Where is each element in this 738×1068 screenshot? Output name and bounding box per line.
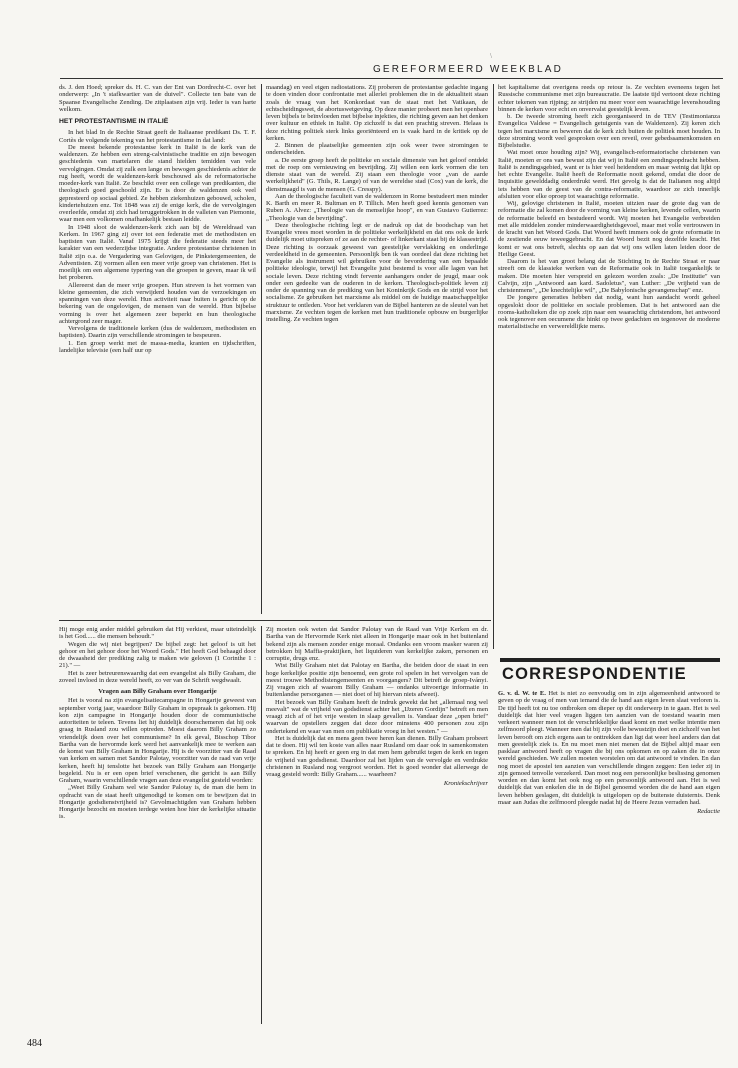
article-heading: HET PROTESTANTISME IN ITALIË bbox=[59, 118, 169, 125]
answer-text: Het is niet zo eenvoudig om in zijn algemeenheid antwoord te geven op de vraag of men van iemand die de hand aan eigen leven slaat verloren is. De tijd heeft tot nu toe ontbroken om dieper op dit onderwerp in te gaan. Het is wel duidelijk dat hier veel vragen liggen ten aanzien van de toestand waarin men verkeert wanneer men tot de verschrikkelijke daad komt en met welke intentie men zelfmoord pleegt. Wanneer men dat bij zijn volle bewustzijn doet en zichzelf van het leven berooft om zich ergens aan te onttrekken dan ligt dat weer heel anders dan dat men geestelijk ziek is. En nu moet men niet menen dat de Bijbel altijd maar een pasklaar antwoord heeft op vragen die bij ons opkomen en op zaken die in onze wereld geschieden. We zullen moeten worstelen om dat antwoord te vinden. En dan nog moet de apostel ten aanzien van verschillende dingen zeggen: Een ieder zij in zijn gemoed tenvolle verzekerd. Dan moet nog een persoonlijke beslissing genomen worden en dan komt het ook nog op een persoonlijk antwoord aan. Het is wel duidelijk dat van enkelen die in de Bijbel genoemd worden die de hand aan eigen leven hebben geslagen, dit duidelijk is uitgelopen op de buitenste duisternis. Denk maar aan Judas die zelfmoord pleegde nadat hij de Heere Jezus verraden had. bbox=[498, 690, 720, 806]
lower-column-2 bbox=[266, 626, 488, 1026]
paragraph: maandag) en veel eigen radiostations. Zij proberen de protestantse gedachte ingang te doen vinden door confrontatie met allerlei problemen die in de aktualiteit staan zoals de vraag van het Konkordaat van de staat met het Vatikaan, de echtscheidingswet, de abortuswetgeving. Op deze manier probeert men het openbare leven bijbels te beïnvloeden met bijbelse injekties, die richting geven aan het denken over kultuur en ethiek in Italië. Op zichzelf is dat een prachtig streven. Helaas is deze richting politiek sterk links georiënteerd en is vaak hard in de kritiek op de kerken. bbox=[266, 84, 488, 142]
paragraph: 2. Binnen de plaatselijke gemeenten zijn ook weer twee stromingen te onderscheiden. bbox=[266, 142, 488, 157]
paragraph: Zij moeten ook weten dat Sandor Palotay van de Raad van Vrije Kerken en dr. Bartha van de Hervormde Kerk niet alleen in Hongarije maar ook in het buitenland bekend zijn als mensen zonder enige moraal. Ondanks een vroom masker waren zij betrokken bij Maffia-praktijken, het liquideren van kerkelijke zaken, personen en corruptie, drugs enz. bbox=[266, 626, 488, 662]
correspondent-initials: G. v. d. W. te E. bbox=[498, 690, 546, 697]
upper-column-3 bbox=[498, 84, 720, 652]
paragraph: Het is zeer betreurenswaardig dat een evangelist als Billy Graham, die zoveel invloed in deze wereld heeft, zo ver van de Schrift wegdwaalt. bbox=[59, 669, 256, 684]
paragraph: Het is vooral na zijn evangelisatiecampagne in Hongarije geweest van september vorig jaar, waardoor Billy Graham in opspraak is gekomen. Hij kon zijn campagne in Hongarije houden door de communistische autoriteiten te teleen. Tevens liet hij duidelijk doorschemeren dat hij ook graag in Rusland zou willen optreden. Moest daarom Billy Graham zo vriendelijk doen over het communisme? In elk geval, Bisschop Tibor Bartha van de hervormde kerk werd het aanvankelijk mee te werken aan de komst van Billy Graham in Hongarije. Hij is de voorzitter van de Raad van kerken en samen met Sandor Palotay, voorzitter van de raad van vrije kerken, heeft hij tenslotte het bezoek van Billy Graham aan Hongarije begeleid. Nu is er een open brief verschenen, die gericht is aan Billy Graham, waarin verschillende vragen aan deze evangelist gesteld worden: bbox=[59, 697, 256, 784]
paragraph: Aan de theologische faculteit van de waldenzen in Rome bestudeert men minder K. Barth en meer R. Bultman en P. Tillich. Men heeft goed kennis genomen van Ruben A. Alvez: „Theologie van de menselijke hoop", en van Gustavo Gutierrez: „Theologie van de bevrijding". bbox=[266, 192, 488, 222]
paragraph: De jongere generaties hebben dat nodig, want hun aandacht wordt geheel opgeslokt door de politieke en sociale problemen. Dat is het antwoord aan die rooms-katholieken die op zoek zijn naar een waarachtig christendom, het antwoord ook tegenover een oecumene die hinkt op twee gedachten en tegenover de moderne materialistische en verwereldlijkte mens. bbox=[498, 294, 720, 331]
event-announcement: ds. J. den Hoed; spreker ds. H. C. van der Ent van Dordrecht-C. over het onderwerp: „In 't stafkwartier van de duivel". Collecte ten bate van de Spaanse Evangelische Zending. De zitplaatsen zijn vrij. Ieder is van harte welkom. bbox=[59, 84, 256, 113]
paragraph: het kapitalisme dat overigens reeds op retour is. Ze vechten eveneens tegen het Russische communisme met zijn bureaucratie. De laatste tijd vertoont deze richting echter tekenen van rijping; ze strijden nu meer voor een waarachtige levenshouding binnen de kerken voor echt en onvervalst geestelijk leven. bbox=[498, 84, 720, 113]
upper-column-1 bbox=[59, 84, 256, 616]
subheading: Vragen aan Billy Graham over Hongarije bbox=[98, 688, 217, 695]
header-rule bbox=[60, 78, 723, 79]
paragraph: Wegen die wij niet begrijpen? De bijbel zegt: het geloof is uit het gehoor en het gehoor door het Woord Gods." Het heeft God behaagd door de dwaasheid der prediking zalig te maken wie geloven (1 Corinthe 1 : 21)." — bbox=[59, 640, 256, 670]
masthead: GEREFORMEERD WEEKBLAD bbox=[372, 64, 564, 75]
paragraph: Het is duidelijk dat en mens geen twee heren kan dienen. Billy Graham probeert dat te doen. Hij wil ten koste van alles naar Rusland om daar ook in samenkomsten te spreken. En hij heeft er geen erg in dat men hem gebruikt tegen de kerk en tegen de vrijheid van godsdienst. Daardoor zal het lijden van de vervolgde en verdrukte christenen in Rusland nog vergroot worden. Het is goed wonder dat allerwege de vraag gesteld wordt: Billy Graham...... waarheen? bbox=[266, 734, 488, 778]
paragraph: 1. Een groep werkt met de massa-media, kranten en tijdschriften, landelijke televisie (een half uur op bbox=[59, 339, 256, 354]
paragraph: In 1948 sloot de waldenzen-kerk zich aan bij de Wereldraad van Kerken. In 1967 ging zij over tot een federatie met de methodisten en baptisten van Italië. Vanaf 1975 krijgt die federatie steeds meer het karakter van een wederzijdse integratie. Andere protestantse christenen in Italië zijn o.a. de Vergadering van Gelovigen, de Pinkstergemeenten, de Adventisten. Zij vormen allen een meer vrije groep van christenen. Het is moeilijk om een algemene typering van die groepen te geven, maar ik wil het proberen. bbox=[59, 223, 256, 282]
section-bar bbox=[500, 658, 720, 662]
editor-signature: Redactie bbox=[697, 808, 720, 815]
correspondence-body bbox=[498, 690, 720, 806]
lower-column-1 bbox=[59, 626, 256, 1026]
page-number: 484 bbox=[27, 1038, 42, 1049]
paragraph: Wist Billy Graham niet dat Palotay en Bartha, die beiden door de staat in een hoge kerkelijke positie zijn benoemd, een grote rol spelen in het vervolgen van de meest trouwe Methodistengemeenten en voorgangers? Dit betreft de groep-Iványi. Zij vragen zich af waarom Billy Graham — ondanks uitvoerige informatie in buitenlandse persorganen — niet doet of hij hiervan niets afweet). bbox=[266, 662, 488, 699]
paragraph: a. De eerste groep heeft de politieke en sociale dimensie van het geloof ontdekt met de roep om vernieuwing en bevrijding. Zij willen een kerk vormen die ten dienste staat van de wereld. Zij staan een theologie voor „van de aarde werkelijkheid" (G. Thils, R. Lange) of van de wereldse stad (Cox) van de kerk, die dienstmaagd is van de mensen (G. Cresspy). bbox=[266, 156, 488, 193]
correspondence-heading: CORRESPONDENTIE bbox=[502, 665, 687, 683]
author-signature: Kroniekschrijver bbox=[443, 780, 488, 788]
paragraph: Vervolgens de traditionele kerken (dus de waldenzen, methodisten en baptisten). Daarin zijn verschillende stromingen te bespeuren. bbox=[59, 325, 256, 340]
paragraph: Het bezoek van Billy Graham heeft de indruk gewekt dat het „allemaal nog wel meevalt" wat de vrijheid van godsdienst achter het „IJzeren Gordijn" betreft en men vraagt zich af of het vrije westen in slaap gevallen is. Vandaar deze „open brief" waarvan de opstellers zeggen dat deze door minstens 400 personen zou zijn ondertekend en waar van men om publikatie vroeg in het westen." — bbox=[266, 698, 488, 735]
paragraph: Hij moge enig ander middel gebruiken dat Hij verkiest, maar uiteindelijk is het God...... die mensen behoudt." bbox=[59, 626, 256, 641]
paragraph: Allereerst dan de meer vrije groepen. Hun streven is het vormen van kleine gemeenten, die zich verwijderd houden van de verzoekingen en spanningen van deze wereld. Hun activiteit naar buiten is gericht op de bekering van de ongelovigen, de mensen van de wereld. Hun bijbelse vorming is over het algemeen zeer beperkt en hun theologische achtergrond zeer mager. bbox=[59, 281, 256, 325]
paragraph: In het blad In de Rechte Straat geeft de Italiaanse predikant Ds. T. F. Cortès de volgende tekening van het protestantisme in dat land: bbox=[59, 129, 256, 144]
paragraph: Deze theologische richting legt er de nadruk op dat de boodschap van het Evangelie vrees moet worden in de politieke werkelijkheid en dat ons ook de kerk duidelijk moet uitspreken of ze aan de rechter- of linkerkant staat bij de klassestrijd. Deze richting is oorzaak geweest van geestelijke vervlakking en onderlinge verdeeldheid in de gemeenten. Persoonlijk ben ik van oordeel dat deze richting het Evangelie als instrument wil gebruiken voor de bevordering van een bepaalde politieke ideologie, terwijl het Evangelie juist bestemd is voor alle lagen van het sociale leven. Deze richting vindt ferventе aanhangers onder de jeugd, maar ook onder een gedeelte van de ouderen in de kerken. Theologisch-politiek leven zij onder de spanning van de prediking van het Koninkrijk Gods en de strijd voor het socialisme. Ze gebruiken het marxisme als middel om de huidige maatschappelijke struktuur te ontleden. Voor het verklaren van de Bijbel hanteren ze de sleutel van het marxisme. Ze vechten tegen de kerken met hun traditionele opbouw en burgerlijke instelling. Ze vechten tegen bbox=[266, 221, 488, 323]
paragraph: Wij, gelovige christenen in Italië, moeten uitzien naar de grote dag van de reformatie die zal komen door de vorming van kleine kerken, levende cellen, waarin de reformatie beleefd en bestudeerd wordt. Wij moeten het Evangelie verbreiden met alle middelen zonder minderwaardigheidsgevoel, maar met volle vertrouwen in de kracht van het Woord Gods. Dat Woord heeft immers ook de grote reformatie in de zestiende eeuw teweeggebracht. En dat Woord bezit nog dezelfde kracht. Het komt er wat ons betreft, slechts op aan dat wij ons willen laten leiden door de Heilige Geest. bbox=[498, 200, 720, 258]
upper-column-2 bbox=[266, 84, 488, 616]
paragraph: b. De tweede stroming heeft zich georganiseerd in de TEV (Testimonianza Evangelica Valdese = Evangelisch getuigenis van de Waldenzen). Zij keren zich tegen het marxisme en beweren dat de kerk zich buiten de politiek moet houden. In deze stroming wordt veel gesproken over een reveil, over gebedssamenkomsten en Bijbelstudie. bbox=[498, 113, 720, 149]
column-rule bbox=[261, 84, 262, 614]
paragraph: „Weet Billy Graham wel wie Sandor Palotay is, de man die hem in opdracht van de staat heeft uitgenodigd te komen om te bewijzen dat in Hongarije godsdienstvrijheid is? Gevolmachtigden van Graham hebben Hongarije bezocht en moeten terdege weten hoe hier de kerkelijke situatie is. bbox=[59, 784, 256, 821]
paragraph: Daarom is het van groot belang dat de Stichting In de Rechte Straat er naar streeft om de klassieke werken van de Reformatie ook in Italië toegankelijk te maken. Die moeten hier verspreid en gelezen worden zoals: „De Institutie" van Calvijn, zijn „Antwoord aan kard. Sadoletus", van Luther: „De vrijheid van de christenmens", „De knechtelijke wil", „De Babylonische gevangenschap" enz. bbox=[498, 258, 720, 294]
margin-mark: \ bbox=[490, 52, 492, 60]
column-rule bbox=[261, 626, 262, 1024]
paragraph: Wat moet onze houding zijn? Wij, evangelisch-reformatorische christenen van Italië, moeten er ons van bewust zijn dat wij in Italië een zendingsopdracht hebben. Italië is zendingsgebied, want er is hier veel heidendom en maar weinig dat lijkt op het echte Evangelie. Italië heeft de Reformatie nooit gekend, omdat die door de Inquisitie gewelddadig onderdrukt werd. Het gevolg is dat de Italianen nog altijd iets hebben van de geest van de contra-reformatie, waardoor ze zich innerlijk afsluiten voor elke oproep tot waarachtige reformatie. bbox=[498, 149, 720, 200]
correspondence-column bbox=[498, 690, 720, 1026]
column-rule bbox=[493, 84, 494, 649]
paragraph: De meest bekende protestantse kerk in Italië is de kerk van de waldenzen. Ze hebben een streng-calvinistische traditie en zijn bewogen geschiedenis van martelaren die stand hielden temidden van vele vervolgingen. Omdat zij zulk een lange en bewogen geschiedenis achter de rug heeft, wordt de waldenzen-kerk beschouwd als de reformatorische moeder-kerk van Italië. Ze beschikt over een college van predikanten, die theologisch goed geschoold zijn. Er is door de waldenzen ook veel gepresteerd op sociaal gebied. Ze hebben ziekenhuizen gebouwd, scholen, kindertehuizen enz. Tot 1848 was zij de enige kerk, die de vervolgingen overleefde, omdat zij zich had teruggetrokken in de valleien van Piemonte, waar men een volkomen onafhankelijk bestaan leidde. bbox=[59, 143, 256, 224]
section-rule bbox=[59, 620, 491, 621]
